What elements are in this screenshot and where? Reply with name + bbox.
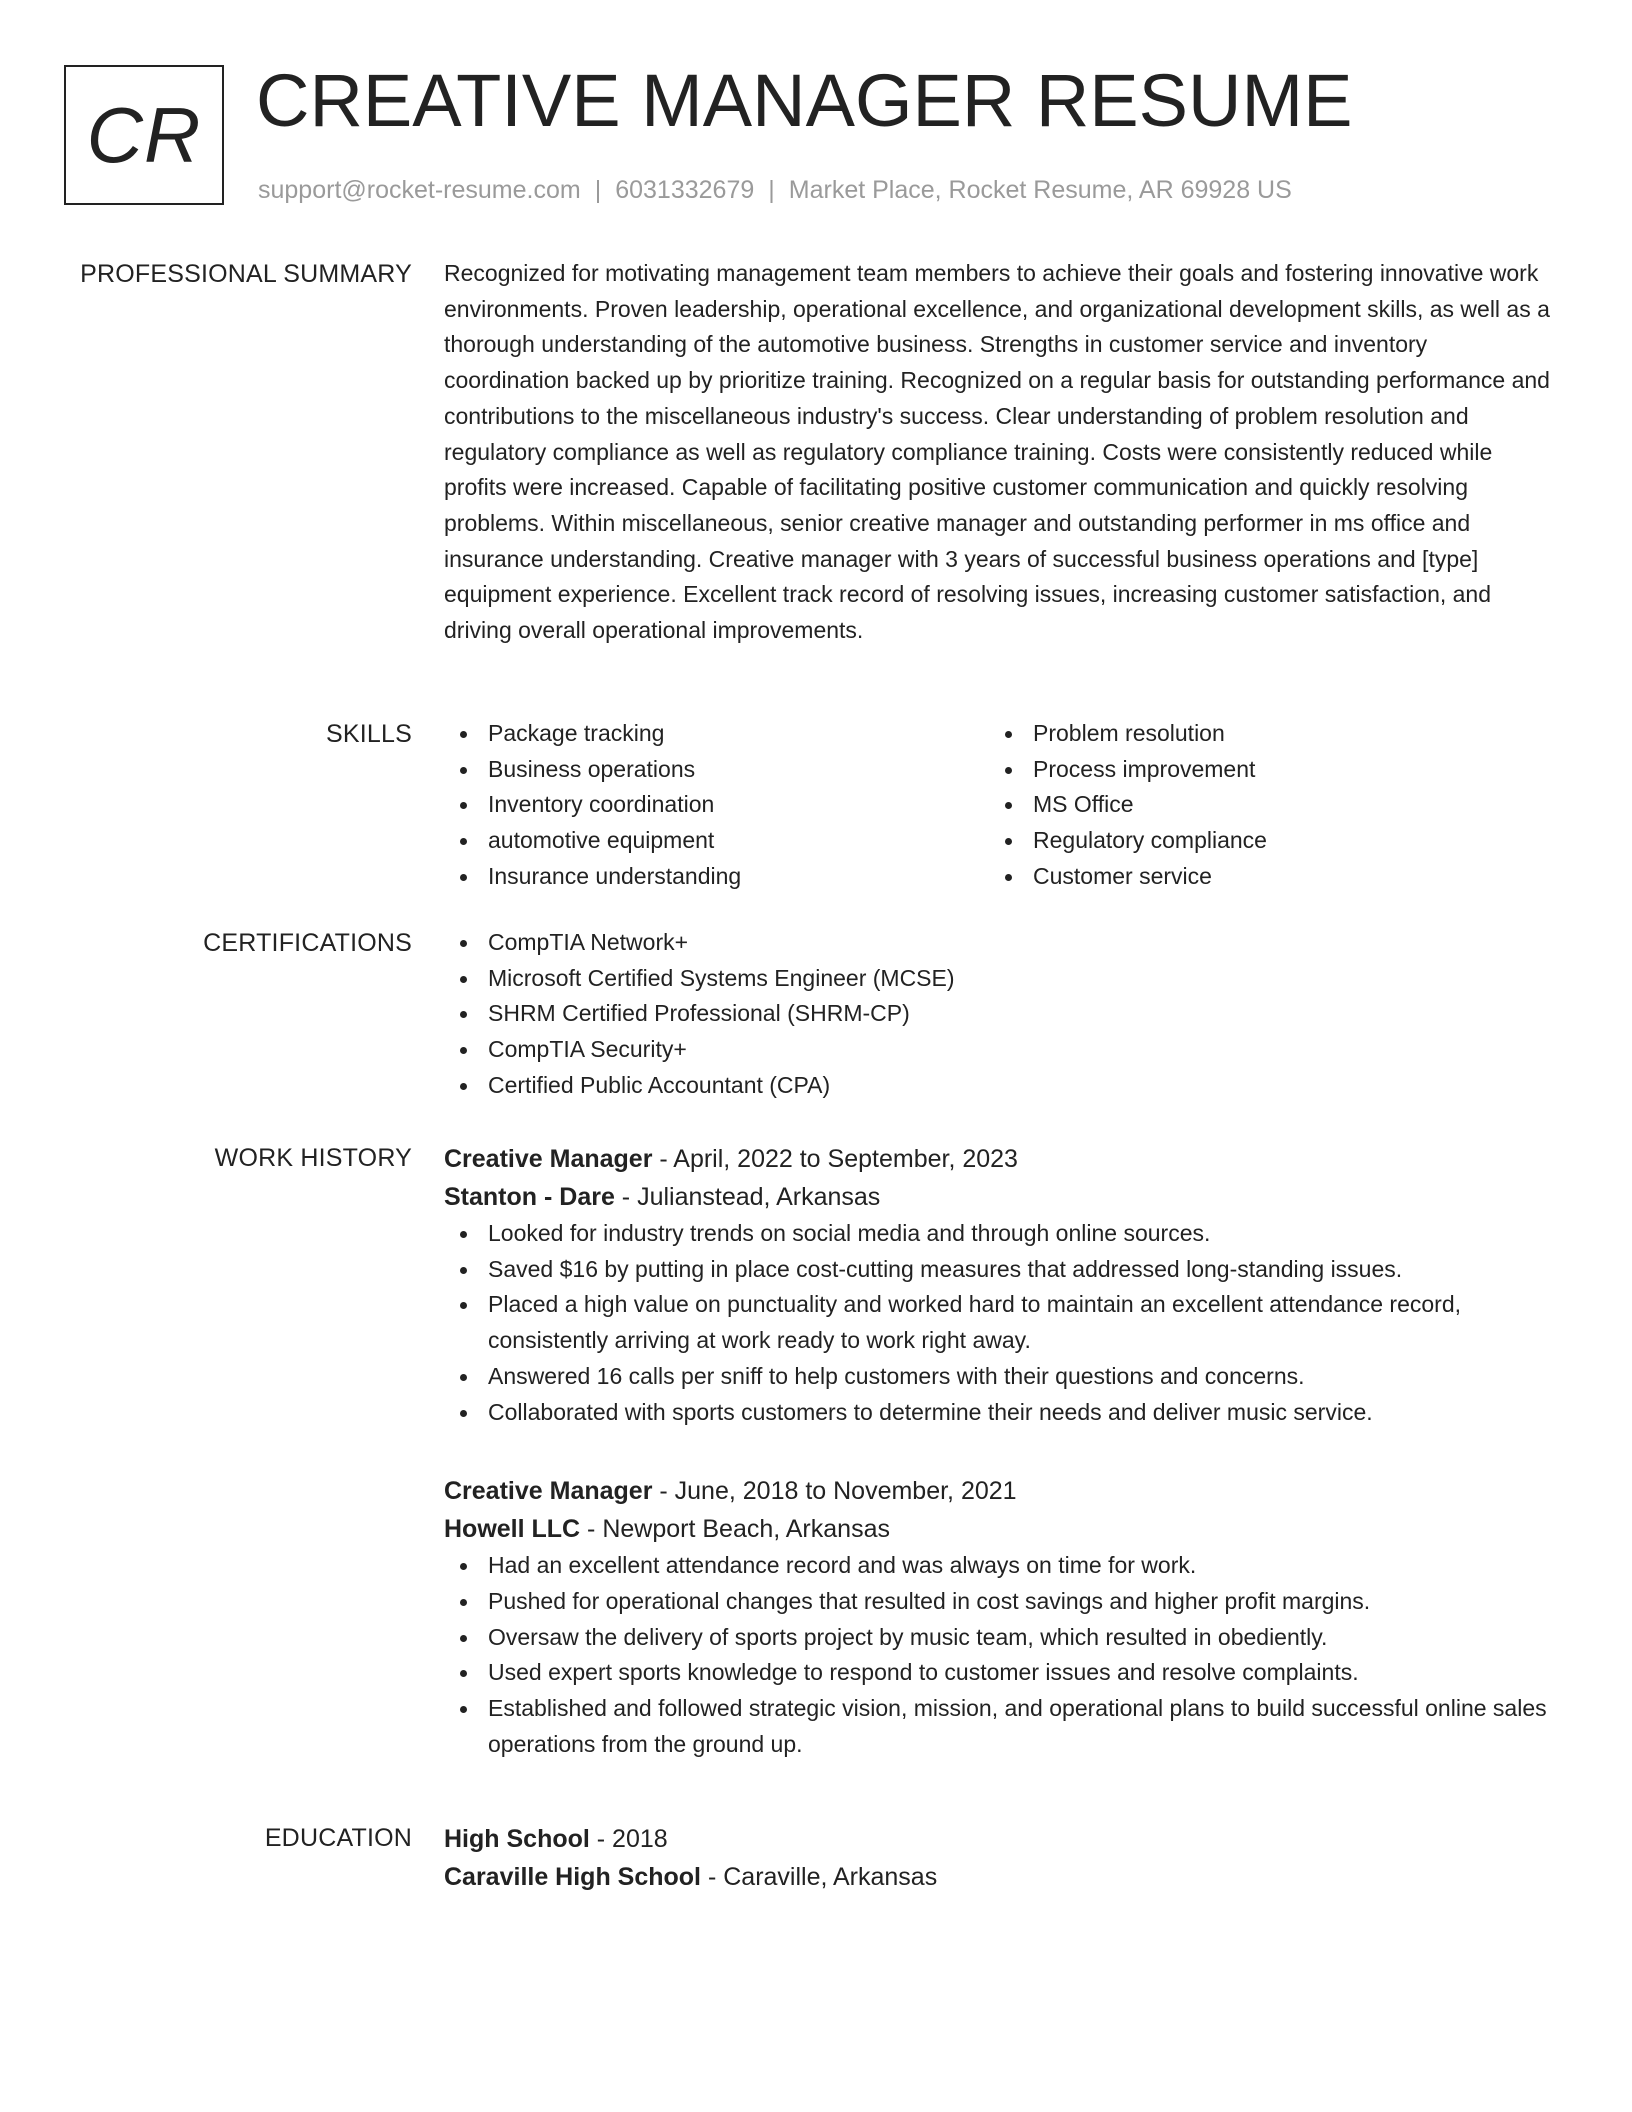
skill-item: MS Office bbox=[989, 787, 1529, 823]
certification-item: CompTIA Security+ bbox=[444, 1032, 1556, 1068]
education-school-line bbox=[444, 1858, 1556, 1896]
certifications-body bbox=[444, 925, 1556, 1104]
section-label-education: EDUCATION bbox=[264, 1824, 412, 1852]
job-title: Creative Manager bbox=[444, 1145, 653, 1173]
job-duty-item: Oversaw the delivery of sports project by music team, which resulted in obediently. bbox=[444, 1620, 1556, 1656]
job-duty-item: Answered 16 calls per sniff to help customers with their questions and concerns. bbox=[444, 1359, 1556, 1395]
skills-columns bbox=[444, 716, 1556, 896]
resume-title: CREATIVE MANAGER RESUME bbox=[256, 59, 1353, 142]
job-location: - Julianstead, Arkansas bbox=[614, 1183, 881, 1211]
skill-item: Process improvement bbox=[989, 752, 1529, 788]
job-entry bbox=[444, 1140, 1556, 1430]
job-company-line bbox=[444, 1178, 1556, 1216]
education-degree: High School bbox=[444, 1825, 590, 1853]
education-body bbox=[444, 1820, 1556, 1896]
section-label-certifications: CERTIFICATIONS bbox=[203, 929, 412, 957]
job-company: Stanton - Dare bbox=[444, 1183, 615, 1211]
education-degree-line bbox=[444, 1820, 1556, 1858]
job-title: Creative Manager bbox=[444, 1477, 653, 1506]
skill-item: Insurance understanding bbox=[444, 859, 984, 895]
job-entry bbox=[444, 1472, 1556, 1762]
work-history-body bbox=[444, 1140, 1556, 1762]
education-year: - 2018 bbox=[589, 1825, 668, 1853]
skill-item: Inventory coordination bbox=[444, 787, 984, 823]
certifications-list bbox=[444, 925, 1556, 1104]
job-location: - Newport Beach, Arkansas bbox=[580, 1515, 890, 1544]
contact-separator: | bbox=[594, 176, 602, 204]
education-school: Caraville High School bbox=[444, 1863, 702, 1891]
summary-body bbox=[444, 256, 1556, 649]
job-dates: - April, 2022 to September, 2023 bbox=[652, 1145, 1018, 1173]
skill-item: Problem resolution bbox=[989, 716, 1529, 752]
skill-item: Business operations bbox=[444, 752, 984, 788]
skills-list-left bbox=[444, 716, 984, 895]
job-duty-item: Collaborated with sports customers to determine their needs and deliver music service. bbox=[444, 1395, 1556, 1431]
contact-phone[interactable]: 6031332679 bbox=[615, 176, 755, 204]
skill-item: Regulatory compliance bbox=[989, 823, 1529, 859]
job-duty-item: Established and followed strategic vision, mission, and operational plans to build successful online sales operations from the ground up. bbox=[444, 1691, 1556, 1762]
contact-email[interactable]: support@rocket-resume.com bbox=[258, 176, 581, 204]
monogram-initials: CR bbox=[86, 90, 202, 179]
job-title-line bbox=[444, 1472, 1556, 1510]
job-company: Howell LLC bbox=[444, 1515, 581, 1544]
certification-item: Microsoft Certified Systems Engineer (MCSE) bbox=[444, 961, 1556, 997]
job-duty-item: Placed a high value on punctuality and worked hard to maintain an excellent attendance record, consistently arriving at work ready to work right away. bbox=[444, 1287, 1556, 1358]
job-duty-item: Looked for industry trends on social media and through online sources. bbox=[444, 1216, 1556, 1252]
monogram-logo bbox=[64, 65, 224, 205]
job-company-line bbox=[444, 1510, 1556, 1548]
job-duty-item: Used expert sports knowledge to respond to customer issues and resolve complaints. bbox=[444, 1655, 1556, 1691]
job-duty-item: Had an excellent attendance record and was always on time for work. bbox=[444, 1548, 1556, 1584]
job-duties-list bbox=[444, 1548, 1556, 1762]
section-label-summary: PROFESSIONAL SUMMARY bbox=[80, 260, 412, 288]
education-location: - Caraville, Arkansas bbox=[701, 1863, 938, 1891]
certification-item: CompTIA Network+ bbox=[444, 925, 1556, 961]
summary-text: Recognized for motivating management team members to achieve their goals and fostering innovative work environments. Proven leadership, operational excellence, and organizational development skills, as well as a thorough understanding of the automotive business. Strengths in customer service and inventory coordination backed up by prioritize training. Recognized on a regular basis for outstanding performance and contributions to the miscellaneous industry's success. Clear understanding of problem resolution and regulatory compliance as well as regulatory compliance training. Costs were consistently reduced while profits were increased. Capable of facilitating positive customer communication and quickly resolving problems. Within miscellaneous, senior creative manager and outstanding performer in ms office and insurance understanding. Creative manager with 3 years of successful business operations and [type] equipment experience. Excellent track record of resolving issues, increasing customer satisfaction, and driving overall operational improvements. bbox=[444, 260, 1550, 644]
skill-item: Customer service bbox=[989, 859, 1529, 895]
skill-item: automotive equipment bbox=[444, 823, 984, 859]
job-title-line bbox=[444, 1140, 1556, 1178]
certification-item: SHRM Certified Professional (SHRM-CP) bbox=[444, 996, 1556, 1032]
contact-address: Market Place, Rocket Resume, AR 69928 US bbox=[788, 176, 1292, 204]
contact-line bbox=[258, 174, 1292, 206]
skills-body bbox=[444, 716, 1556, 896]
job-duty-item: Pushed for operational changes that resulted in cost savings and higher profit margins. bbox=[444, 1584, 1556, 1620]
section-label-work-history: WORK HISTORY bbox=[214, 1144, 412, 1172]
section-label-skills: SKILLS bbox=[326, 720, 412, 748]
skills-list-right bbox=[989, 716, 1529, 895]
job-duties-list bbox=[444, 1216, 1556, 1430]
job-duty-item: Saved $16 by putting in place cost-cutting measures that addressed long-standing issues. bbox=[444, 1252, 1556, 1288]
job-dates: - June, 2018 to November, 2021 bbox=[652, 1477, 1017, 1506]
skill-item: Package tracking bbox=[444, 716, 984, 752]
certification-item: Certified Public Accountant (CPA) bbox=[444, 1068, 1556, 1104]
contact-separator: | bbox=[768, 176, 775, 204]
